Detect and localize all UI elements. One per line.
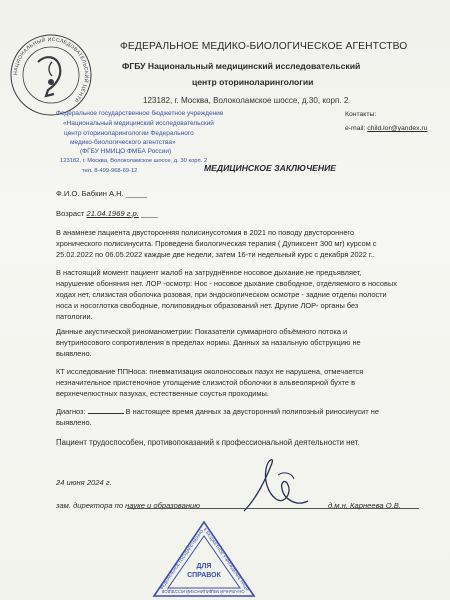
diagnosis-text: В настоящее время данных за двусторонний полипозный риносинусит не [125,407,379,416]
paragraph-line: 25.02.2022 по 06.05.2022 каждые две недели, затем 16-ти недельный курс с декабря 2022 г.. [56,250,375,259]
stamp-center-line1: ДЛЯ [196,563,212,570]
paragraph-line: Данные акустической риноманометрии: Показатели суммарного объёмного потока и [56,327,348,336]
triangle-stamp-icon [148,520,258,600]
paragraph-line: носа и носоглотка свободные, полиповидных образований нет. Другие ЛОР- органы без [56,301,359,310]
conclusion-paragraph [56,437,436,448]
document-title: МЕДИЦИНСКОЕ ЗАКЛЮЧЕНИЕ [204,163,337,173]
corner-stamp-phone: тел. 8-499-968-69-12 [82,168,138,174]
diagnosis-label: Диагноз: [56,407,86,416]
center-name-line1: ФГБУ Национальный медицинский исследовательский [122,61,361,71]
paragraph-line: ходах нет, слизистая оболочка розовая, при эндоскопическом осмотре - задние отделы полости [56,290,387,299]
diagnosis-line [56,406,436,417]
corner-stamp-line1: Федеральное государственное бюджетное учреждение [56,110,224,117]
corner-stamp-address: 123182, г. Москва, Волоколамское шоссе, д. 30 корп. 2 [60,158,208,164]
email-label: e-mail: [345,125,366,132]
contacts-label: Контакты: [345,111,377,118]
paragraph-line: незначительное пристеночное утолщение слизистой оболочки в альвеолярной бухте в [56,378,355,387]
patient-name: Ф.И.О. Бабкин А.Н. _____ [56,189,147,198]
corner-stamp-line4: медико-биологического агентства» [70,139,176,146]
paragraph-line: нарушение обоняния нет. ЛОР -осмотр: Нос - носовое дыхание свободное, отделяемого в носовых [56,279,397,288]
corner-stamp-line5: (ФГБУ НМИЦО ФМБА России) [80,148,172,155]
logo-ring-text: НАЦИОНАЛЬНЫЙ ИССЛЕДОВАТЕЛЬСКИЙ ЦЕНТР [12,36,90,104]
paragraph-line: верхнечелюстных пазухах, естественные соустья проходимы. [56,389,269,398]
diagnosis-blank [88,406,124,414]
email-link[interactable]: child.lor@yandex.ru [367,125,428,132]
diagnosis-paragraph [56,406,436,428]
email-line [345,125,427,132]
age-tail: ____ [140,209,158,218]
age-label: Возраст [56,209,85,218]
rhinomanometry-paragraph [56,326,436,359]
paragraph-line: выявлено. [56,349,92,358]
agency-title: ФЕДЕРАЛЬНОЕ МЕДИКО-БИОЛОГИЧЕСКОЕ АГЕНТСТВО [120,41,408,52]
svg-text:НАЦИОНАЛЬНЫЙ ИССЛЕДОВАТЕЛЬСКИЙ [13,35,91,103]
signer-position: зам. директора по науке и образованию [56,501,200,510]
anamnesis-paragraph [56,227,436,260]
paragraph-line: В анамнезе пациента двусторонняя полисинусотомия в 2021 по поводу двустороннего [56,228,355,237]
center-name-line2: центр оториноларингологии [192,77,314,87]
age-value: 21.04.1969 г.р. [86,209,139,218]
paragraph-line: В настоящий момент пациент жалоб на затруднённое носовое дыхание не предъявляет, [56,268,362,277]
paragraph-line: КТ исследование ППНоса: пневматизация околоносовых пазух не нарушена, отмечается [56,367,364,376]
institution-logo-icon [8,32,94,118]
ct-paragraph [56,366,436,399]
paragraph-line: выявлено. [56,418,92,427]
corner-stamp-line3: центр оториноларингологии Федерального [64,130,194,137]
paragraph-line: внутриносового сопротивления в пределах нормы. Данных за назальную обструкцию не [56,338,361,347]
document-date: 24 июня 2024 г. [56,478,112,487]
signer-name: д.м.н. Карнеева О.В. [328,501,401,510]
center-address: 123182, г. Москва, Волоколамское шоссе, д.30, корп. 2 [143,96,349,105]
paragraph-line: патологии. [56,312,93,321]
svg-text:ФЕДЕРАЛЬНОЕ ГОСУДАРСТВЕННОЕ БЮ [148,520,250,594]
paragraph-line: Пациент трудоспособен, противопоказаний к профессиональной деятельности нет. [56,438,360,447]
stamp-center-line2: СПРАВОК [187,572,221,579]
paragraph-line: хронического полисинусита. Проведена биологическая терапия ( Дупиксент 300 мг) курсом с [56,239,377,248]
examination-paragraph [56,267,436,322]
stamp-ring-text: ФЕДЕРАЛЬНОЕ ГОСУДАРСТВЕННОЕ БЮДЖЕТНОЕ УЧРЕЖДЕНИЕ НАЦИОНАЛЬНЫЙ МЕДИЦИНСКИЙ ИССЛЕДОВ [158,526,251,594]
patient-age-line [56,209,158,218]
corner-stamp-line2: «Национальный медицинский исследовательский [63,120,214,127]
